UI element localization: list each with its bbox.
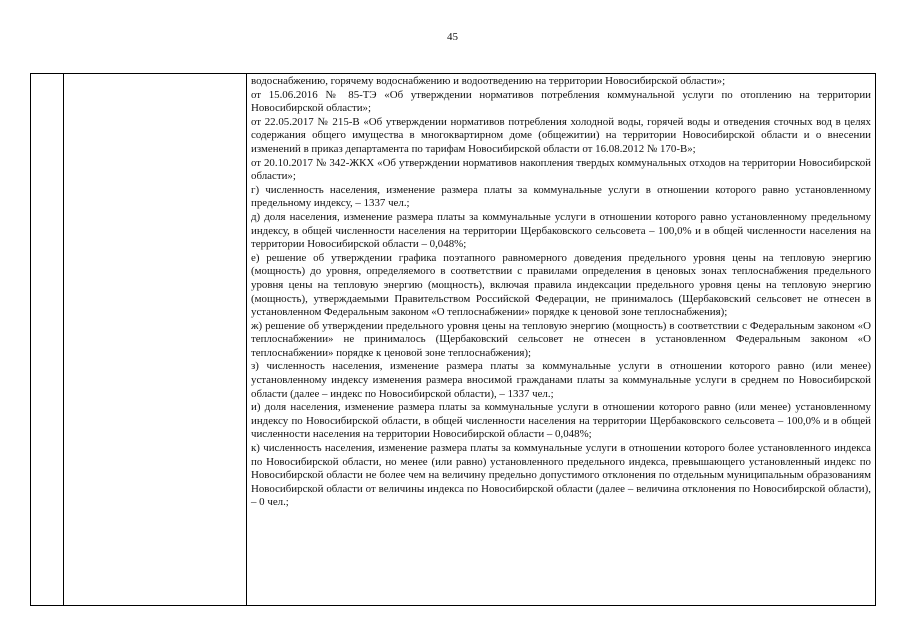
paragraph: водоснабжению, горячему водоснабжению и водоотведению на территории Новосибирской области»; (251, 75, 726, 87)
description-text (247, 74, 875, 510)
document-table (30, 73, 876, 606)
page-number: 45 (447, 31, 458, 43)
paragraph: д) доля населения, изменение размера платы за коммунальные услуги в отношении которого равно установленному предельному индексу, в общей численности населения на территории Щербаковского сельсовета – 100,0% и в общей численности населения на территории Новосибирской области – 0,048%; (251, 210, 871, 251)
paragraph: к) численность населения, изменение размера платы за коммунальные услуги в отношении которого более установленного индекса по Новосибирской области, но менее (или равно) установленного предельного индекса, превышающего установленный индекс по Новосибирской области не более чем на величину предельно допустимого отклонения по отдельным муниципальным образованиям Новосибирской области от величины индекса по Новосибирской области (далее – величина отклонения по Новосибирской области), – 0 чел.; (251, 442, 871, 509)
description-cell (247, 74, 876, 606)
paragraph: от 20.10.2017 № 342-ЖКХ «Об утверждении нормативов накопления твердых коммунальных отходов на территории Новосибирской области»; (251, 156, 871, 183)
paragraph: от 15.06.2016 № 85-ТЭ «Об утверждении нормативов потребления коммунальной услуги по отоплению на территории Новосибирской области»; (251, 88, 871, 115)
table-row (31, 74, 876, 606)
paragraph: и) доля населения, изменение размера платы за коммунальные услуги в отношении которого равно (или менее) установленному индексу по Новосибирской области, в общей численности населения на территории Щербаковского сельсовета – 100,0% и в общей численности населения на территории Новосибирской области – 0,048%; (251, 401, 871, 441)
paragraph: г) численность населения, изменение размера платы за коммунальные услуги в отношении которого равно установленному предельному индексу, – 1337 чел.; (251, 183, 871, 210)
paragraph: от 22.05.2017 № 215-В «Об утверждении нормативов потребления холодной воды, горячей воды и отведения сточных вод в целях содержания общего имущества в многоквартирном доме (общежитии) на территории Новосибирской области и о внесении изменений в приказ департамента по тарифам Новосибирской области от 16.08.2012 № 170-В»; (251, 115, 871, 155)
row-number-cell (31, 74, 64, 606)
paragraph: з) численность населения, изменение размера платы за коммунальные услуги в отношении которого равно (или менее) установленному индексу изменения размера вносимой гражданами платы за коммунальные услуги в среднем по Новосибирской области (далее – индекс по Новосибирской области), – 1337 чел.; (251, 360, 871, 400)
paragraph: е) решение об утверждении графика поэтапного равномерного доведения предельного уровня цены на тепловую энергию (мощность) до уровня, определяемого в соответствии с правилами определения в ценовых зонах теплоснабжения предельного уровня цены на тепловую энергию (мощность), включая правила индексации предельного уровня цены на тепловую энергию (мощность), утверждаемыми Правительством Российской Федерации, не принималось (Щербаковский сельсовет не отнесен в установленном Федеральным законом «О теплоснабжении» порядке к ценовой зоне теплоснабжения); (251, 251, 871, 319)
indicator-name-cell (64, 74, 247, 606)
paragraph: ж) решение об утверждении предельного уровня цены на тепловую энергию (мощность) в соответствии с Федеральным законом «О теплоснабжении» не принималось (Щербаковский сельсовет не отнесен в установленном Федеральным законом «О теплоснабжении» порядке к ценовой зоне теплоснабжения); (251, 319, 871, 359)
